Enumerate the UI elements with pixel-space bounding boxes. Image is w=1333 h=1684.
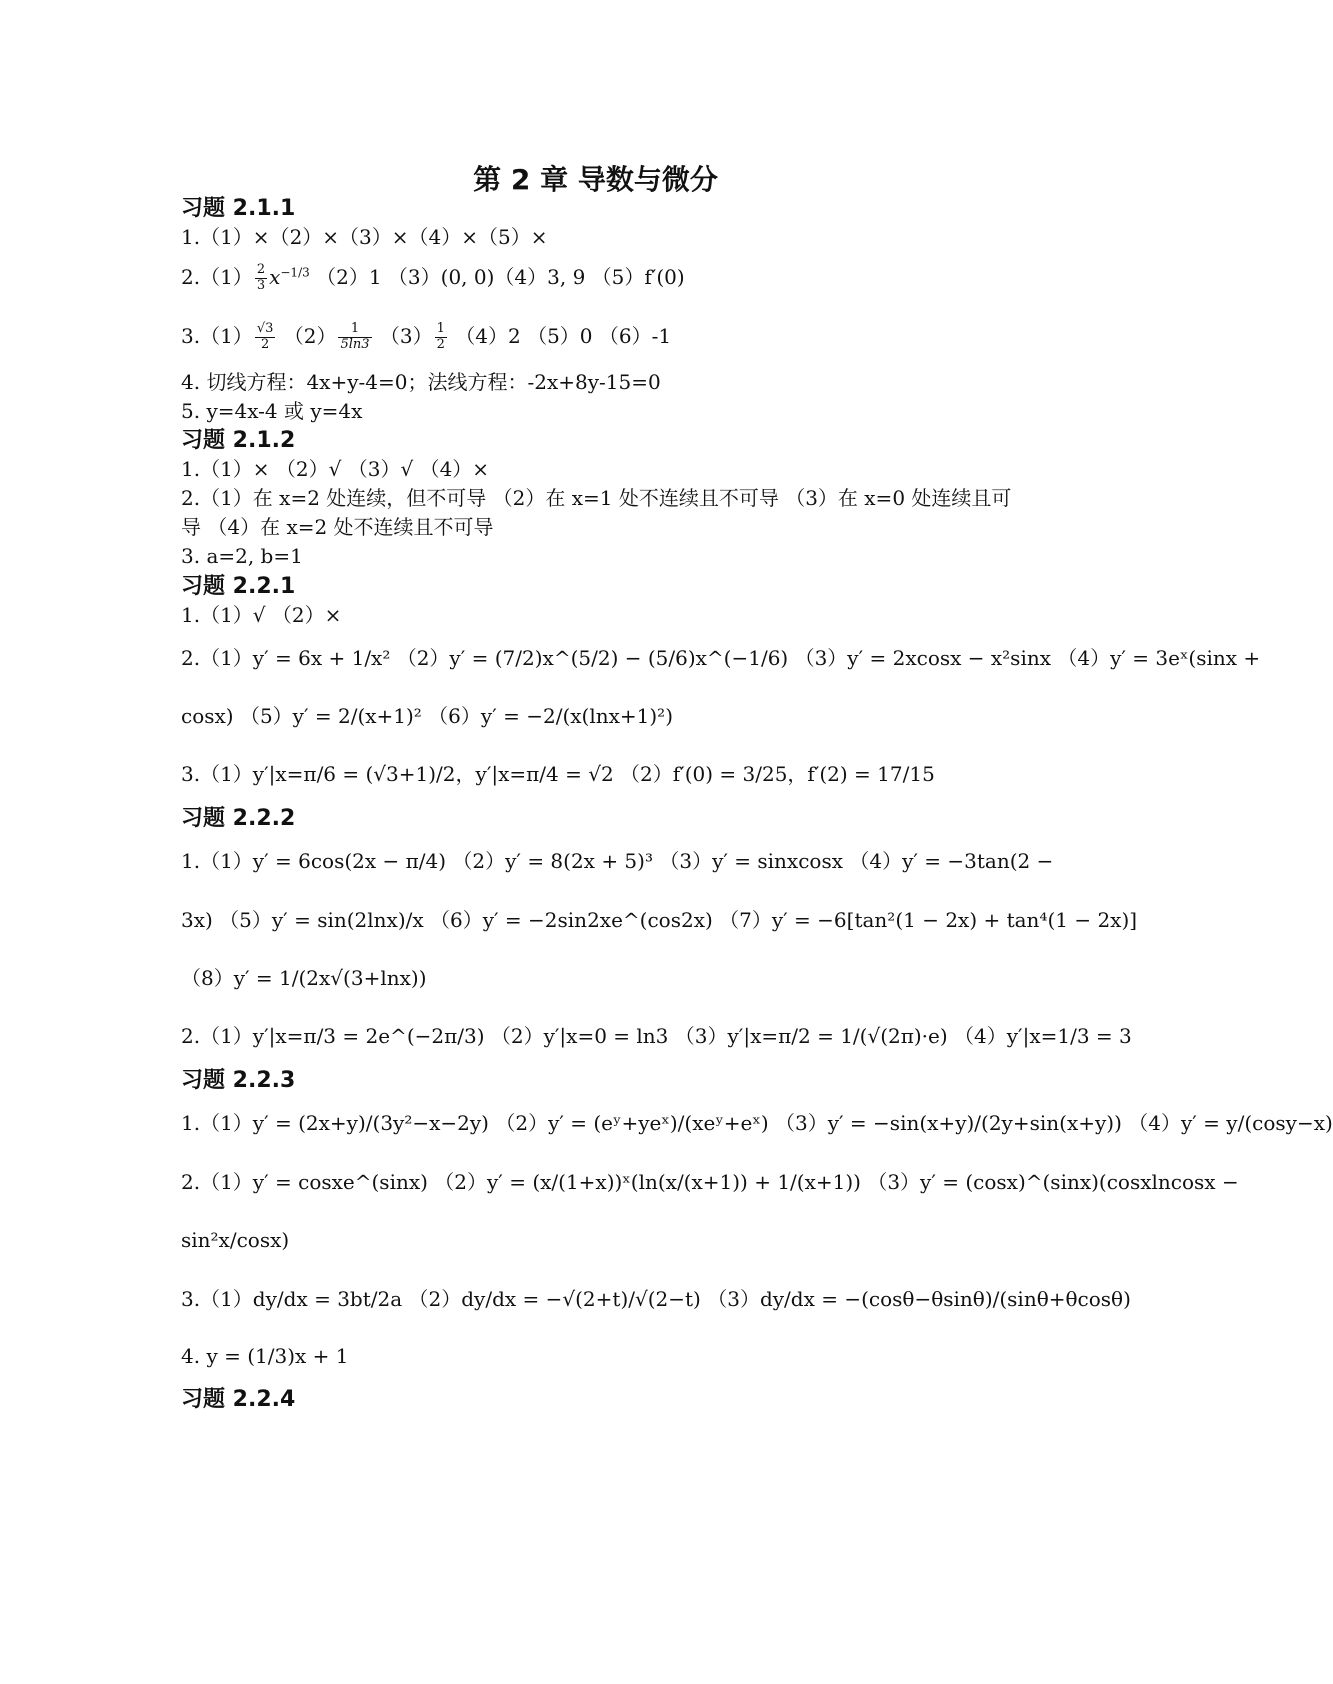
fraction: $\frac{1}{5\ln 3}$	[340, 321, 370, 352]
fraction: $\frac{2}{3}$	[256, 262, 266, 293]
answer-2-1-1-q4: 4. 切线方程：4x+y-4=0；法线方程：-2x+8y-15=0	[181, 370, 661, 394]
q3-rest: （4）2 （5）0 （6）-1	[455, 323, 672, 348]
answer-2-2-1-q1: 1.（1）√ （2）×	[181, 603, 342, 627]
fraction: $\frac{1}{2}$	[436, 321, 445, 352]
answer-2-1-2-q2-line2: 导 （4）在 x=2 处不连续且不可导	[181, 515, 494, 539]
answer-2-2-3-q2-line2: sin²x/cosx)	[181, 1228, 290, 1252]
section-heading-2-1-1: 习题 2.1.1	[181, 196, 296, 221]
q3-label: 3.（1）	[181, 323, 253, 348]
section-heading-2-2-4: 习题 2.2.4	[181, 1387, 296, 1412]
fraction: $\frac{√3}{2}$	[256, 321, 274, 352]
answer-2-2-3-q2-line1: 2.（1）y′ = cosxe^(sinx) （2）y′ = (x/(1+x))ˣ(ln(x/(x+1)) + 1/(x+1)) （3）y′ = (cosx)^(sinx)(cosxlncosx −	[181, 1170, 1239, 1194]
answer-2-2-1-q2-line2: cosx) （5）y′ = 2/(x+1)² （6）y′ = −2/(x(lnx+1)²)	[181, 704, 673, 728]
section-heading-2-2-3: 习题 2.2.3	[181, 1068, 296, 1093]
answer-2-1-1-q3: 3.（1） $\frac{√3}{2}$ （2） $\frac{1}{5\ln 3}$ （3） $\frac{1}{2}$ （4）2 （5）0 （6）-1	[181, 321, 672, 352]
answer-2-1-1-q1: 1.（1）×（2）×（3）×（4）×（5）×	[181, 225, 548, 249]
answer-2-1-2-q2-line1: 2.（1）在 x=2 处连续，但不可导 （2）在 x=1 处不连续且不可导 （3）在 x=0 处连续且可	[181, 486, 1012, 510]
answer-2-2-3-q1: 1.（1）y′ = (2x+y)/(3y²−x−2y) （2）y′ = (eʸ+yeˣ)/(xeʸ+eˣ) （3）y′ = −sin(x+y)/(2y+sin(x+y)) （4）y′ = y/(cosy−x)	[181, 1111, 1333, 1135]
answer-2-2-2-q1-line3: （8）y′ = 1/(2x√(3+lnx))	[181, 966, 427, 990]
answer-2-2-3-q3: 3.（1）dy/dx = 3bt/2a （2）dy/dx = −√(2+t)/√(2−t) （3）dy/dx = −(cosθ−θsinθ)/(sinθ+θcosθ)	[181, 1287, 1131, 1311]
answer-2-2-2-q2: 2.（1）y′|x=π/3 = 2e^(−2π/3) （2）y′|x=0 = ln3 （3）y′|x=π/2 = 1/(√(2π)·e) （4）y′|x=1/3 = 3	[181, 1024, 1132, 1048]
section-heading-2-2-1: 习题 2.2.1	[181, 574, 296, 599]
answer-2-2-3-q4: 4. y = (1/3)x + 1	[181, 1344, 349, 1368]
section-heading-2-1-2: 习题 2.1.2	[181, 428, 296, 453]
answer-2-1-1-q5: 5. y=4x-4 或 y=4x	[181, 399, 363, 423]
answer-2-1-2-q3: 3. a=2, b=1	[181, 544, 303, 568]
answer-2-2-2-q1-line1: 1.（1）y′ = 6cos(2x − π/4) （2）y′ = 8(2x + 5)³ （3）y′ = sinxcosx （4）y′ = −3tan(2 −	[181, 849, 1054, 873]
section-heading-2-2-2: 习题 2.2.2	[181, 806, 296, 831]
answer-2-2-1-q3: 3.（1）y′|x=π/6 = (√3+1)/2，y′|x=π/4 = √2 （2）f′(0) = 3/25，f′(2) = 17/15	[181, 762, 935, 786]
answer-2-2-2-q1-line2: 3x) （5）y′ = sin(2lnx)/x （6）y′ = −2sin2xe^(cos2x) （7）y′ = −6[tan²(1 − 2x) + tan⁴(1 − 2x)]	[181, 908, 1138, 932]
answer-2-1-2-q1: 1.（1）× （2）√ （3）√ （4）×	[181, 457, 490, 481]
q2-label: 2.（1）	[181, 264, 253, 289]
q2-rest: （2）1 （3）(0, 0)（4）3, 9 （5）f′(0)	[316, 264, 685, 289]
answer-2-1-1-q2: 2.（1） $\frac{2}{3}$ $x^{-1/3}$ （2）1 （3）(0, 0)（4）3, 9 （5）f′(0)	[181, 262, 685, 293]
chapter-title: 第 2 章 导数与微分	[473, 163, 718, 196]
answer-2-2-1-q2-line1: 2.（1）y′ = 6x + 1/x² （2）y′ = (7/2)x^(5/2) − (5/6)x^(−1/6) （3）y′ = 2xcosx − x²sinx （4）y′ = 3eˣ(sinx +	[181, 646, 1261, 670]
